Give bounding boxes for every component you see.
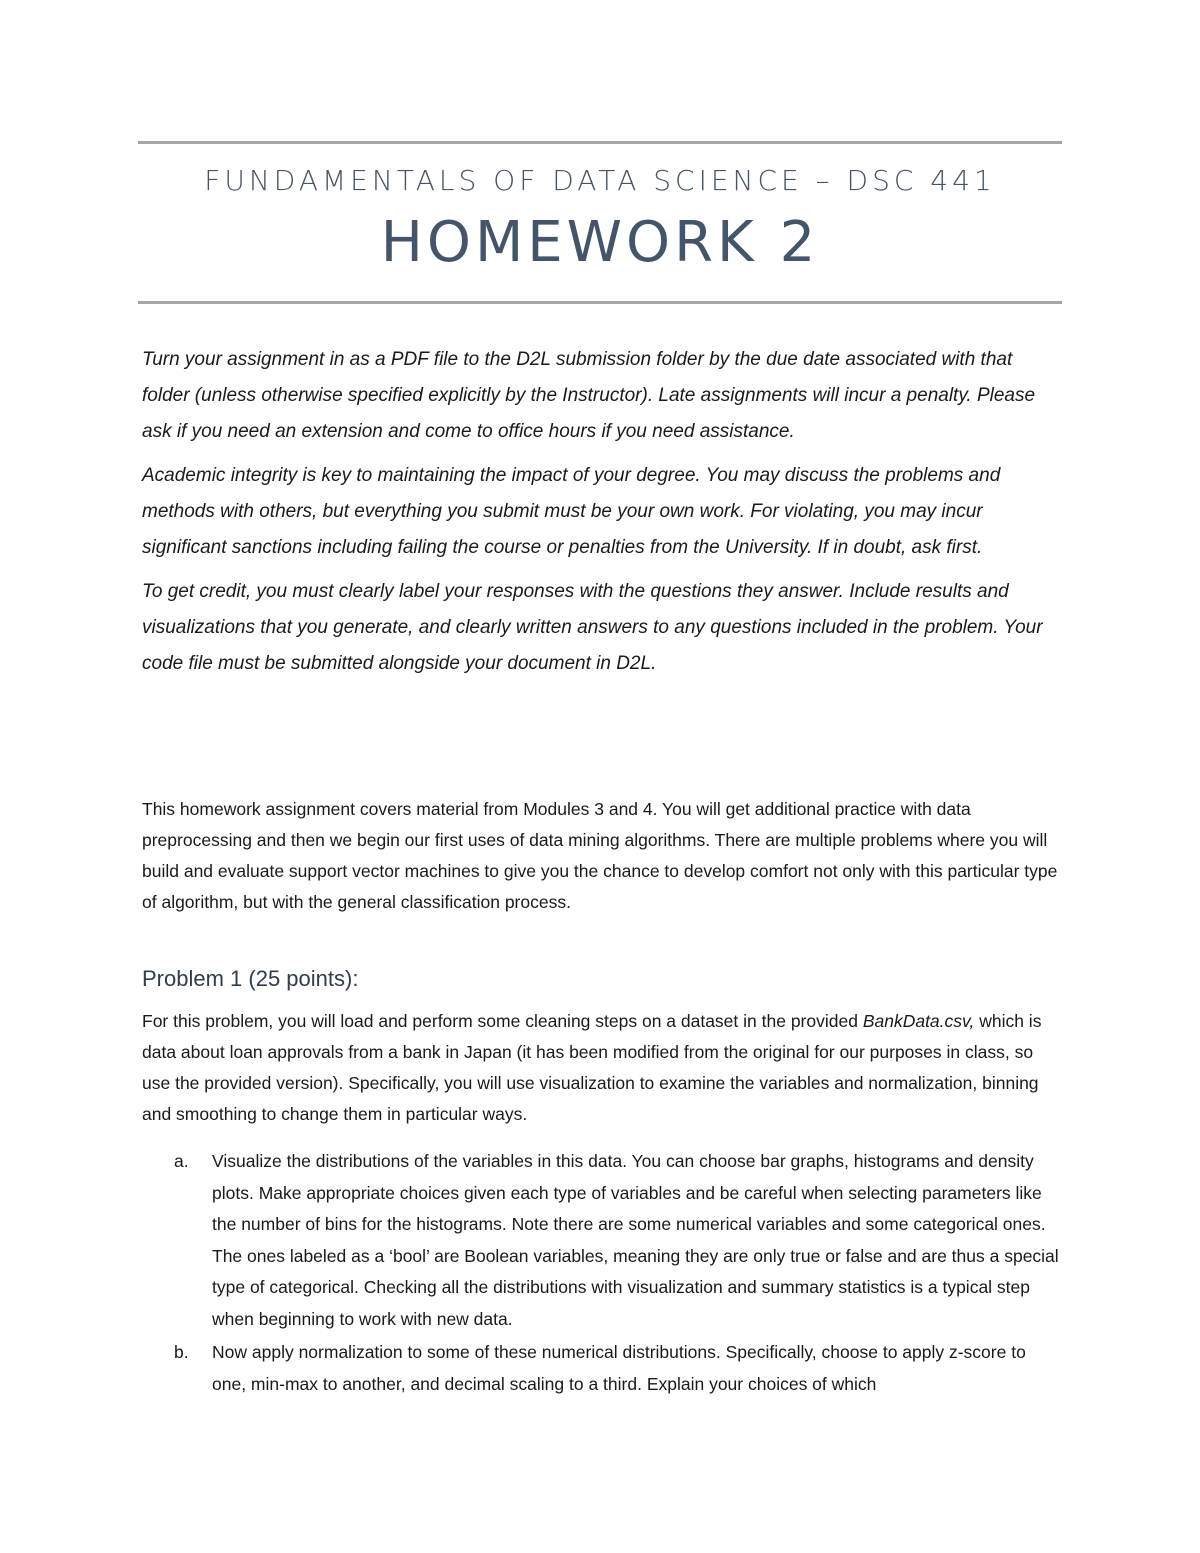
item-text: Now apply normalization to some of these numerical distributions. Specifically, choose to apply z-score to one, min-max to another, and decimal scaling to a third. Explain your choices of which <box>212 1342 1026 1394</box>
item-marker: a. <box>174 1151 189 1171</box>
problem-1-intro-end: which is data about loan approvals from a bank in Japan (it has been modified from the original for our purposes in class, so use the provided version). Specifically, you will use visualization to examine the variables and normalization, binning and smoothing to change them in particular ways. <box>142 1011 1042 1124</box>
dataset-filename: BankData.csv, <box>862 1011 975 1031</box>
problem-1-intro <box>142 1006 1062 1130</box>
top-divider <box>138 141 1062 144</box>
problem-1-items <box>142 1146 1062 1402</box>
homework-title: HOMEWORK 2 <box>380 210 820 275</box>
bottom-divider <box>138 301 1062 304</box>
instructions-block <box>142 342 1062 690</box>
list-item <box>142 1337 1062 1400</box>
problem-1-heading: Problem 1 (25 points): <box>142 966 359 991</box>
instruction-credit: To get credit, you must clearly label your responses with the questions they answer. Include results and visualizations that you generate, and clearly written answers to any questions included in the problem. Your code file must be submitted alongside your document in D2L. <box>142 581 1043 674</box>
course-title: FUNDAMENTALS OF DATA SCIENCE – DSC 441 <box>204 164 996 197</box>
list-item <box>142 1146 1062 1335</box>
instruction-integrity: Academic integrity is key to maintaining the impact of your degree. You may discuss the problems and methods with others, but everything you submit must be your own work. For violating, you may incur significant sanctions including failing the course or penalties from the University. If in doubt, ask first. <box>142 465 1001 558</box>
instruction-submission: Turn your assignment in as a PDF file to the D2L submission folder by the due date associated with that folder (unless otherwise specified explicitly by the Instructor). Late assignments will incur a penalty. Please ask if you need an extension and come to office hours if you need assistance. <box>142 349 1036 442</box>
item-marker: b. <box>174 1342 189 1362</box>
item-text: Visualize the distributions of the variables in this data. You can choose bar graphs, histograms and density plots. Make appropriate choices given each type of variables and be careful when selecting parameters like the number of bins for the histograms. Note there are some numerical variables and some categorical ones. The ones labeled as a ‘bool’ are Boolean variables, meaning they are only true or false and are thus a special type of categorical. Checking all the distributions with visualization and summary statistics is a typical step when beginning to work with new data. <box>212 1151 1059 1329</box>
assignment-overview: This homework assignment covers material from Modules 3 and 4. You will get additional practice with data preprocessing and then we begin our first uses of data mining algorithms. There are multiple problems where you will build and evaluate support vector machines to give you the chance to develop comfort not only with this particular type of algorithm, but with the general classification process. <box>142 799 1058 912</box>
problem-1-intro-start: For this problem, you will load and perform some cleaning steps on a dataset in the provided <box>142 1011 863 1031</box>
